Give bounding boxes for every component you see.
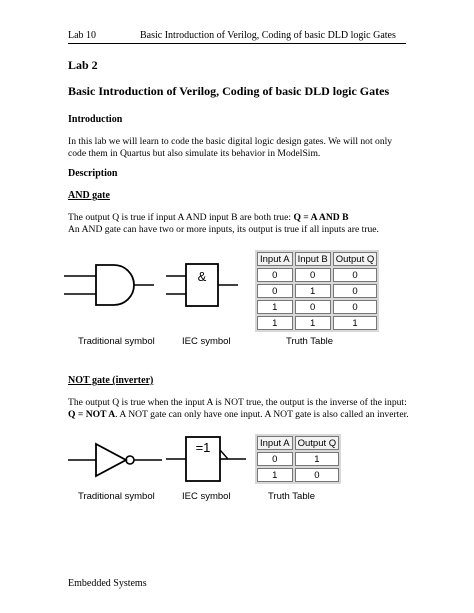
introduction-heading: Introduction	[68, 114, 123, 125]
table-cell: 0	[333, 284, 378, 298]
not-gate-line-2	[68, 409, 409, 421]
and-gate-line-1-text: The output Q is true if input A AND input B are both true:	[68, 212, 294, 223]
page-title: Basic Introduction of Verilog, Coding of basic DLD logic Gates	[68, 84, 390, 98]
header-rule	[68, 43, 406, 44]
table-cell: 1	[295, 284, 331, 298]
table-header-row	[257, 436, 339, 450]
not-gate-heading: NOT gate (inverter)	[68, 375, 154, 386]
table-row	[257, 268, 377, 282]
not-gate-line-1: The output Q is true when the input A is NOT true, the output is the inverse of the input:	[68, 397, 407, 408]
and-traditional-symbol	[64, 260, 154, 310]
column-header: Input A	[257, 252, 293, 266]
table-row	[257, 452, 339, 466]
not-gate-paragraph	[68, 397, 409, 421]
and-iec-caption: IEC symbol	[182, 336, 231, 347]
not-gate-line-2-text: . A NOT gate can only have one input. A NOT gate is also called an inverter.	[115, 409, 409, 420]
table-cell: 1	[257, 316, 293, 330]
column-header: Input A	[257, 436, 293, 450]
header-lab-number: Lab 10	[68, 30, 97, 41]
and-traditional-caption: Traditional symbol	[78, 336, 155, 347]
and-gate-paragraph	[68, 212, 406, 236]
table-cell: 1	[295, 316, 331, 330]
page-footer: Embedded Systems	[68, 578, 147, 589]
and-gate-expression: Q = A AND B	[293, 212, 349, 223]
table-cell: 0	[295, 300, 331, 314]
not-truth-table-caption: Truth Table	[268, 491, 315, 502]
table-cell: 0	[257, 452, 293, 466]
not-iec-symbol	[166, 434, 248, 484]
not-traditional-symbol	[68, 438, 164, 482]
table-cell: 1	[257, 300, 293, 314]
not-traditional-caption: Traditional symbol	[78, 491, 155, 502]
table-cell: 0	[295, 268, 331, 282]
column-header: Output Q	[333, 252, 378, 266]
introduction-line-2: code them in Quartus but also simulate its behavior in ModelSim.	[68, 148, 321, 159]
table-cell: 1	[333, 316, 378, 330]
and-truth-table	[255, 250, 379, 332]
and-iec-symbol	[166, 260, 238, 310]
description-heading: Description	[68, 168, 118, 179]
table-cell: 0	[333, 268, 378, 282]
not-iec-label: =1	[195, 440, 211, 455]
table-cell: 1	[257, 468, 293, 482]
column-header: Input B	[295, 252, 331, 266]
column-header: Output Q	[295, 436, 340, 450]
table-cell: 0	[257, 268, 293, 282]
and-gate-line-2: An AND gate can have two or more inputs, its output is true if all inputs are true.	[68, 224, 379, 235]
lab-heading: Lab 2	[68, 58, 98, 72]
table-row	[257, 468, 339, 482]
not-gate-expression: Q = NOT A	[68, 409, 116, 420]
and-gate-line-1	[68, 212, 406, 224]
not-truth-table	[255, 434, 341, 484]
table-cell: 0	[295, 468, 340, 482]
header-title: Basic Introduction of Verilog, Coding of basic DLD logic Gates	[140, 30, 396, 41]
and-truth-table-caption: Truth Table	[286, 336, 333, 347]
table-cell: 0	[257, 284, 293, 298]
introduction-paragraph	[68, 136, 406, 160]
table-row	[257, 284, 377, 298]
table-cell: 1	[295, 452, 340, 466]
table-cell: 0	[333, 300, 378, 314]
table-row	[257, 316, 377, 330]
and-gate-heading: AND gate	[68, 190, 110, 201]
introduction-line-1: In this lab we will learn to code the basic digital logic design gates. We will not only	[68, 136, 393, 147]
and-iec-label: &	[197, 269, 207, 284]
table-row	[257, 300, 377, 314]
not-iec-caption: IEC symbol	[182, 491, 231, 502]
table-header-row	[257, 252, 377, 266]
